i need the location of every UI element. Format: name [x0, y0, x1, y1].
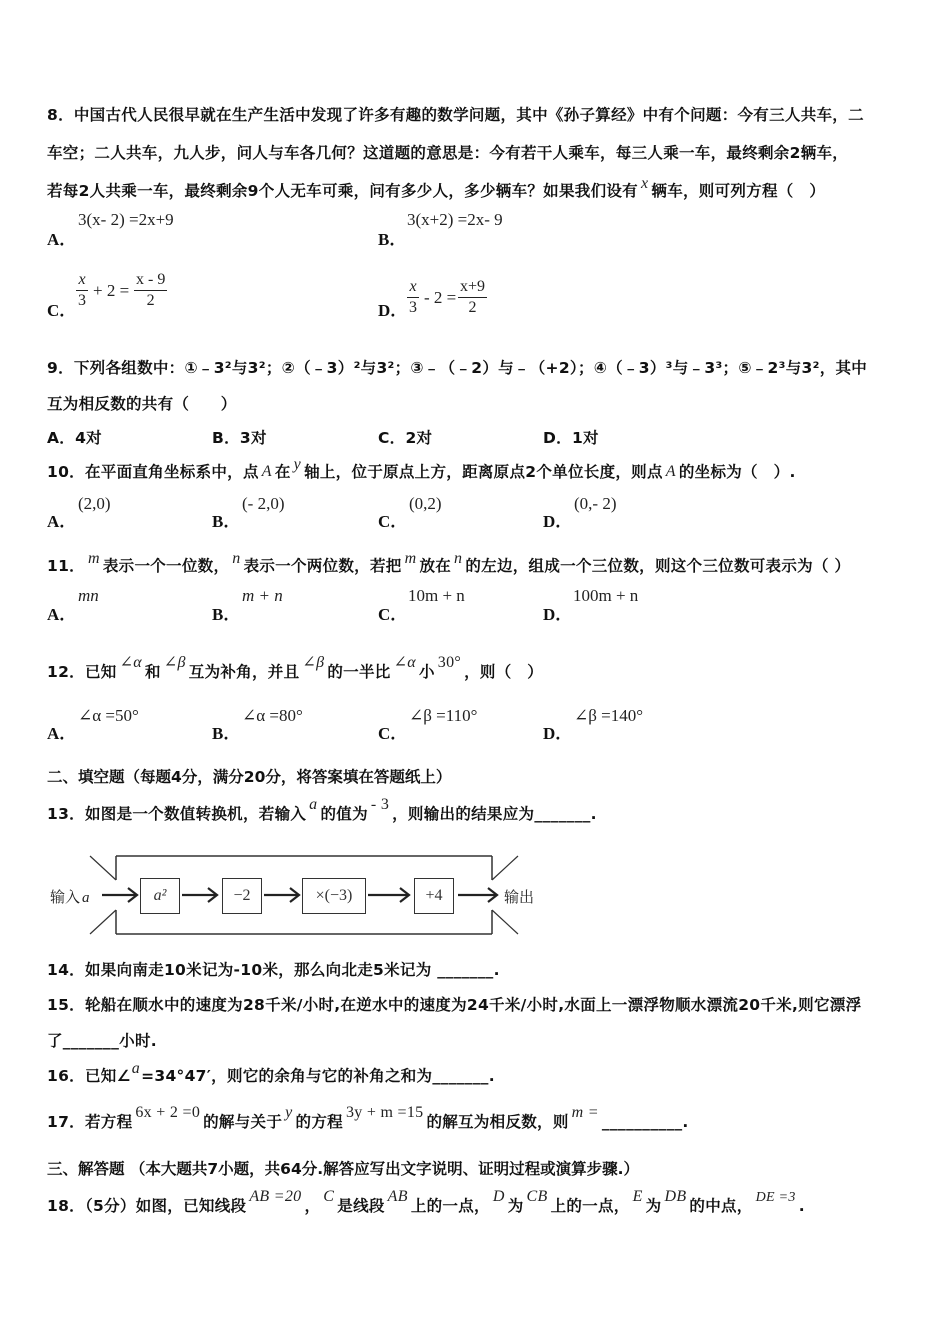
q12-option-a-label: A． — [47, 724, 77, 743]
q11-option-c-label: C． — [378, 605, 408, 624]
q8-d-mid: - 2 = — [424, 288, 457, 307]
q10-option-d-expr: (0,- 2) — [574, 494, 617, 513]
q9-option-c: C．2对 — [378, 429, 433, 447]
q15-line1: 15．轮船在顺水中的速度为28千米/小时,在逆水中的速度为24千米/小时,水面上一漂浮物顺水漂流20千米,则它漂浮 — [47, 996, 862, 1014]
q11-text-4: 放在 — [419, 557, 452, 575]
q12-text-1: 12．已知 — [47, 663, 117, 681]
q18-text-4: 上的一点， — [410, 1197, 490, 1215]
q12-stem — [47, 654, 544, 682]
q8-c-frac2-num: x - 9 — [136, 271, 166, 288]
q18-text-2: ， — [304, 1197, 321, 1215]
q8-d-frac1 — [407, 277, 419, 318]
q8-line2: 车空；二人共车，九人步，问人与车各几何？这道题的意思是：今有若干人乘车，每三人乘一车，最终剩余2辆车， — [47, 144, 849, 162]
input-var: a — [82, 890, 90, 906]
q18-segment-cb: CB — [526, 1188, 548, 1205]
q8-c-frac1-num: x — [78, 271, 86, 288]
q8-d-frac1-den: 3 — [409, 299, 417, 316]
q17-stem — [47, 1104, 689, 1132]
converter-box-minus2 — [222, 878, 262, 914]
q12-degree-30: 30° — [437, 654, 462, 671]
q18-text-7: 为 — [645, 1197, 662, 1215]
q8-option-c-label: C． — [47, 301, 77, 320]
input-text: 输入 — [50, 888, 81, 906]
q8-c-frac2-den: 2 — [146, 292, 155, 309]
q11-stem — [47, 550, 851, 576]
q8-option-d-label: D． — [378, 301, 408, 320]
box-square-text: a² — [153, 887, 167, 904]
converter-input-label — [50, 886, 90, 907]
q9-line1: 9．下列各组数中：①﹣3²与3²；②（﹣3）²与3²；③﹣（﹣2）与﹣（+2）；④（﹣3）³与﹣3³；⑤﹣2³与3²，其中 — [47, 359, 868, 377]
q12-angle-alpha-1: ∠α — [119, 654, 142, 671]
q8-c-frac1-den: 3 — [78, 292, 86, 309]
q12-option-c-expr: ∠β =110° — [409, 706, 478, 725]
q10-stem — [47, 456, 796, 482]
q8-option-b-expr: 3(x+2) =2x- 9 — [407, 210, 503, 229]
section-3-heading: 三、解答题 （本大题共7小题，共64分.解答应写出文字说明、证明过程或演算步骤.） — [47, 1160, 640, 1178]
q18-point-d: D — [492, 1188, 505, 1205]
q12-angle-alpha-2: ∠α — [393, 654, 416, 671]
q8-d-frac2-num: x+9 — [460, 278, 486, 295]
q18-text-9: . — [798, 1197, 805, 1215]
q8-line3 — [47, 175, 826, 201]
q14-stem: 14．如果向南走10米记为-10米，那么向北走5米记为 _______. — [47, 961, 500, 979]
q18-segment-db: DB — [664, 1188, 687, 1205]
q10-var-y: y — [293, 456, 302, 473]
q10-var-a2: A — [665, 463, 676, 480]
q10-option-b-label: B． — [212, 512, 241, 531]
q8-c-frac1 — [76, 270, 88, 311]
q8-var-x: x — [640, 175, 649, 192]
q11-option-c-expr: 10m + n — [408, 586, 465, 605]
q11-text-3: 表示一个两位数，若把 — [243, 557, 402, 575]
q11-option-a-expr: mn — [78, 586, 99, 605]
q18-point-e: E — [632, 1188, 643, 1205]
q11-var-m2: m — [404, 550, 417, 567]
box-minus2-text: −2 — [233, 887, 251, 904]
q11-option-b-label: B． — [212, 605, 241, 624]
converter-output-label: 输出 — [504, 888, 535, 906]
q11-text-5: 的左边，组成一个三位数，则这个三位数可表示为（ ） — [465, 557, 851, 575]
converter-box-square — [140, 878, 180, 914]
q11-option-a-label: A． — [47, 605, 77, 624]
q17-equation-2: 3y + m =15 — [345, 1104, 424, 1121]
converter-diagram — [44, 852, 564, 938]
q17-var-y: y — [285, 1104, 293, 1121]
box-times-text: ×(−3) — [315, 887, 353, 904]
q8-line1: 8．中国古代人民很早就在生产生活中发现了许多有趣的数学问题，其中《孙子算经》中有个问题：今有三人共车，二 — [47, 106, 864, 124]
q12-option-c-label: C． — [378, 724, 408, 743]
q12-text-6: ，则（ ） — [464, 663, 544, 681]
q18-text-8: 的中点， — [689, 1197, 753, 1215]
q11-text-1: 11． — [47, 557, 85, 575]
q9-option-d: D．1对 — [543, 429, 599, 447]
q13-stem — [47, 796, 597, 824]
q18-ab-20: AB =20 — [249, 1188, 302, 1205]
q13-text-2: 的值为 — [320, 805, 368, 823]
q8-c-mid: + 2 = — [93, 281, 130, 300]
q8-option-b-label: B． — [378, 230, 407, 249]
q8-d-frac2 — [458, 277, 487, 318]
q13-var-a: a — [309, 796, 318, 813]
q13-text-1: 13．如图是一个数值转换机，若输入 — [47, 805, 307, 823]
q17-equation-1: 6x + 2 =0 — [135, 1104, 201, 1121]
q17-equation-3: m = — [571, 1104, 599, 1121]
q11-option-d-expr: 100m + n — [573, 586, 639, 605]
q10-option-c-label: C． — [378, 512, 408, 531]
q13-value: - 3 — [370, 796, 390, 813]
q9-option-a: A．4对 — [47, 429, 102, 447]
q10-text-4: 的坐标为（ ）. — [678, 463, 796, 481]
q12-angle-beta-1: ∠β — [163, 654, 186, 671]
q15-line2: 了_______小时. — [47, 1032, 157, 1050]
q11-text-2: 表示一个一位数， — [102, 557, 230, 575]
q18-de-3: DE =3 — [755, 1190, 796, 1205]
q12-text-5: 小 — [418, 663, 435, 681]
q8-d-frac1-num: x — [409, 278, 417, 295]
q10-text-1: 10．在平面直角坐标系中，点 — [47, 463, 259, 481]
q12-option-a-expr: ∠α =50° — [78, 706, 139, 725]
q18-text-5: 为 — [507, 1197, 524, 1215]
q10-option-c-expr: (0,2) — [409, 494, 442, 513]
q16-text-1: 16．已知∠ — [47, 1067, 131, 1085]
q10-option-a-label: A． — [47, 512, 77, 531]
q8-line3-text-b: 辆车，则可列方程（ ） — [651, 182, 826, 200]
q11-var-n2: n — [454, 550, 463, 567]
q12-option-d-label: D． — [543, 724, 573, 743]
q12-text-2: 和 — [144, 663, 161, 681]
q10-text-3: 轴上，位于原点上方，距离原点2个单位长度，则点 — [304, 463, 663, 481]
q11-var-n1: n — [232, 550, 241, 567]
q18-segment-ab: AB — [387, 1188, 408, 1205]
q9-option-b: B．3对 — [212, 429, 267, 447]
q12-option-d-expr: ∠β =140° — [574, 706, 644, 725]
q18-text-1: 18．（5分）如图，已知线段 — [47, 1197, 247, 1215]
section-2-heading: 二、填空题（每题4分，满分20分，将答案填在答题纸上） — [47, 768, 452, 786]
q18-point-c: C — [323, 1188, 335, 1205]
q11-option-b-expr: m + n — [242, 586, 283, 605]
q10-option-b-expr: (- 2,0) — [242, 494, 285, 513]
q11-option-d-label: D． — [543, 605, 573, 624]
q17-answer-blank: __________. — [601, 1113, 689, 1131]
q18-stem — [47, 1188, 805, 1216]
q17-text-2: 的解与关于 — [203, 1113, 283, 1131]
q12-text-3: 互为补角，并且 — [188, 663, 300, 681]
q17-text-4: 的解互为相反数，则 — [426, 1113, 569, 1131]
q10-option-d-label: D． — [543, 512, 573, 531]
q12-option-b-expr: ∠α =80° — [242, 706, 303, 725]
q16-stem — [47, 1060, 495, 1086]
q12-text-4: 的一半比 — [327, 663, 391, 681]
q8-option-a-label: A． — [47, 230, 77, 249]
q10-option-a-expr: (2,0) — [78, 494, 111, 513]
q8-c-frac2 — [134, 270, 167, 311]
q16-var-a: a — [131, 1060, 141, 1077]
q17-text-3: 的方程 — [295, 1113, 343, 1131]
q10-var-a1: A — [261, 463, 272, 480]
q17-text-1: 17．若方程 — [47, 1113, 133, 1131]
converter-box-times-neg3 — [302, 878, 366, 914]
q8-d-frac2-den: 2 — [468, 299, 477, 316]
q8-line3-text-a: 若每2人共乘一车，最终剩余9个人无车可乘，问有多少人，多少辆车？如果我们设有 — [47, 182, 638, 200]
q12-angle-beta-2: ∠β — [302, 654, 325, 671]
box-plus4-text: +4 — [425, 887, 443, 904]
q11-var-m1: m — [87, 550, 100, 567]
q12-option-b-label: B． — [212, 724, 241, 743]
converter-box-plus4 — [414, 878, 454, 914]
q9-line2: 互为相反数的共有（ ） — [47, 395, 237, 413]
q8-option-a-expr: 3(x- 2) =2x+9 — [78, 210, 174, 229]
q13-text-3: ，则输出的结果应为_______. — [392, 805, 597, 823]
q18-text-6: 上的一点， — [550, 1197, 630, 1215]
q10-text-2: 在 — [274, 463, 291, 481]
q18-text-3: 是线段 — [337, 1197, 385, 1215]
q16-text-2: =34°47′，则它的余角与它的补角之和为_______. — [141, 1067, 495, 1085]
